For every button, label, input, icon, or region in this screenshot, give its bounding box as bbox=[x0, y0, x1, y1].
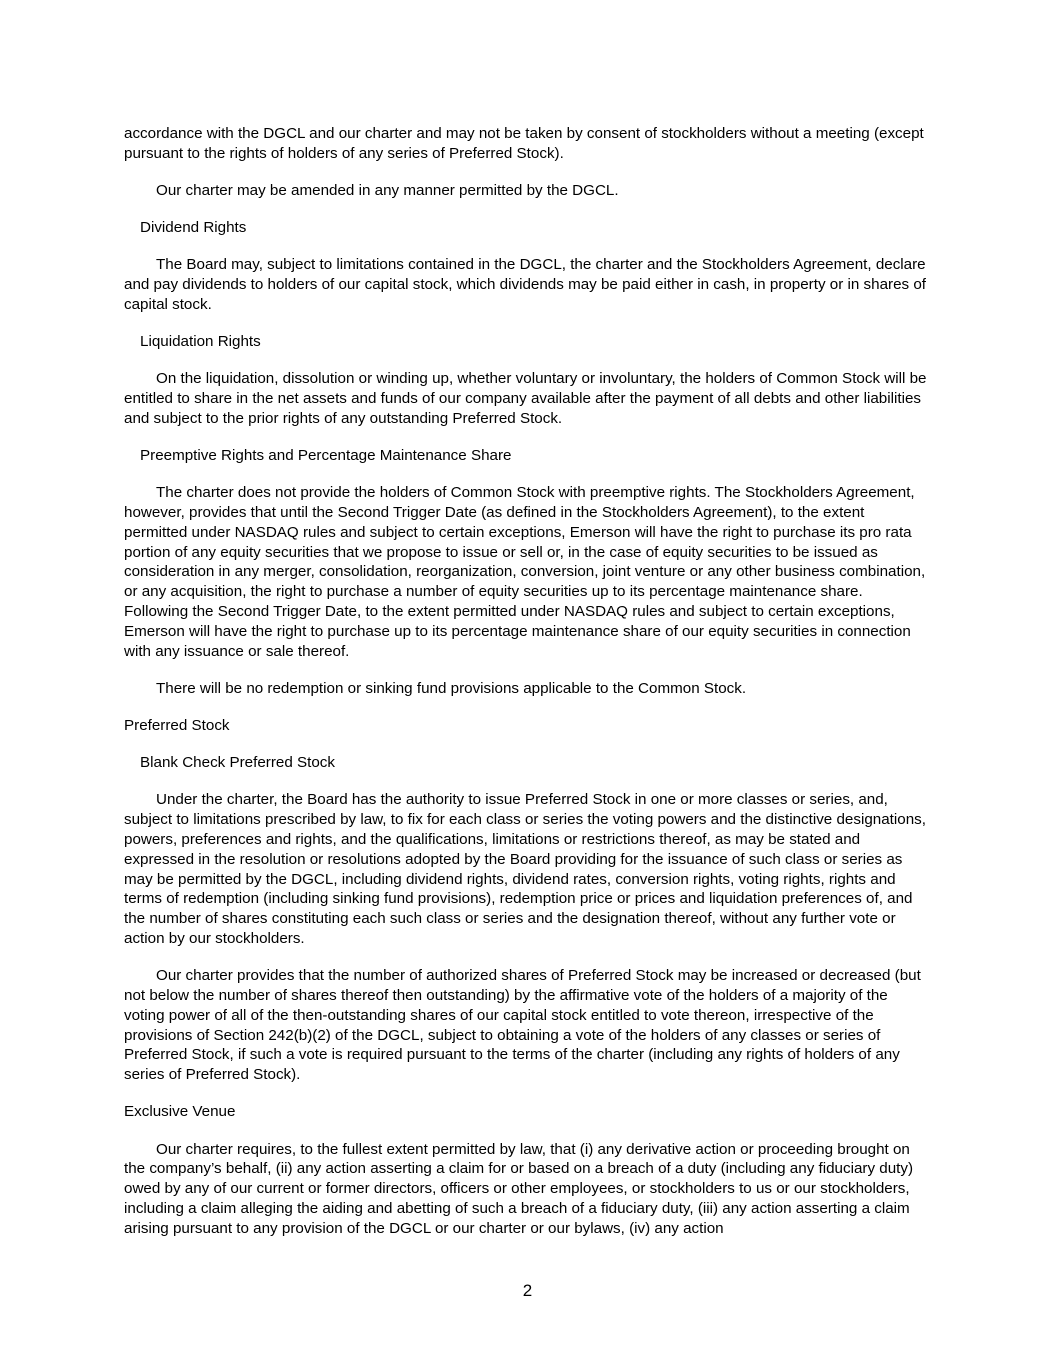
paragraph-liquidation-rights: On the liquidation, dissolution or winding up, whether voluntary or involuntary, the holders of Common Stock will be entitled to share in the net assets and funds of our company available after the payment of all debts and other liabilities and subject to the prior rights of any outstanding Preferred Stock. bbox=[124, 370, 927, 427]
paragraph-dividend-rights: The Board may, subject to limitations contained in the DGCL, the charter and the Stockholders Agreement, declare and pay dividends to holders of our capital stock, which dividends may be paid either in cash, in property or in shares of capital stock. bbox=[124, 256, 927, 313]
heading-dividend-rights: Dividend Rights bbox=[140, 219, 247, 237]
paragraph-charter-amendment: Our charter may be amended in any manner permitted by the DGCL. bbox=[156, 181, 619, 199]
heading-exclusive-venue: Exclusive Venue bbox=[124, 1103, 236, 1121]
heading-blank-check-preferred-stock: Blank Check Preferred Stock bbox=[140, 754, 335, 772]
paragraph-redemption: There will be no redemption or sinking fund provisions applicable to the Common Stock. bbox=[156, 679, 747, 697]
paragraph-preemptive-rights: The charter does not provide the holders of Common Stock with preemptive rights. The Stockholders Agreement, however, provides that until the Second Trigger Date (as defined in the Stockholders Agreement), to the extent permitted under NASDAQ rules and subject to certain exceptions, Emerson will have the right to purchase its pro rata portion of any equity securities that we propose to issue or sell or, in the case of equity securities to be issued as consideration in any merger, consolidation, reorganization, conversion, joint venture or any other business combination, or any acquisition, the right to purchase a number of equity securities up to its percentage maintenance share. Following the Second Trigger Date, to the extent permitted under NASDAQ rules and subject to certain exceptions, Emerson will have the right to purchase up to its percentage maintenance share of our equity securities in connection with any issuance or sale thereof. bbox=[124, 484, 926, 660]
document-page bbox=[124, 124, 930, 1256]
heading-liquidation-rights: Liquidation Rights bbox=[140, 333, 261, 351]
paragraph-stockholder-consent: accordance with the DGCL and our charter and may not be taken by consent of stockholders without a meeting (except pursuant to the rights of holders of any series of Preferred Stock). bbox=[124, 125, 924, 162]
paragraph-authorized-shares: Our charter provides that the number of authorized shares of Preferred Stock may be increased or decreased (but not below the number of shares thereof then outstanding) by the affirmative vote of the holders of a majority of the voting power of all of the then-outstanding shares of our capital stock entitled to vote thereon, irrespective of the provisions of Section 242(b)(2) of the DGCL, subject to obtaining a vote of the holders of any classes or series of Preferred Stock, if such a vote is required pursuant to the terms of the charter (including any rights of holders of any series of Preferred Stock). bbox=[124, 967, 921, 1084]
heading-preferred-stock: Preferred Stock bbox=[124, 717, 230, 735]
page-number: 2 bbox=[522, 1281, 533, 1300]
paragraph-exclusive-venue: Our charter requires, to the fullest extent permitted by law, that (i) any derivative action or proceeding brought on the company’s behalf, (ii) any action asserting a claim for or based on a breach of a duty (including any fiduciary duty) owed by any of our current or former directors, officers or other employees, or stockholders to us or our stockholders, including a claim alleging the aiding and abetting of such a breach of a fiduciary duty, (iii) any action asserting a claim arising pursuant to any provision of the DGCL or our charter or our bylaws, (iv) any action bbox=[124, 1140, 914, 1237]
paragraph-blank-check-authority: Under the charter, the Board has the authority to issue Preferred Stock in one or more classes or series, and, subject to limitations prescribed by law, to fix for each class or series the voting powers and the distinctive designations, powers, preferences and rights, and the qualifications, limitations or restrictions thereof, as may be stated and expressed in the resolution or resolutions adopted by the Board providing for the issuance of such class or series as may be permitted by the DGCL, including dividend rights, dividend rates, conversion rights, voting rights, rights and terms of redemption (including sinking fund provisions), redemption price or prices and liquidation preferences of, and the number of shares constituting each such class or series and the designation thereof, without any further vote or action by our stockholders. bbox=[124, 791, 926, 947]
heading-preemptive-rights: Preemptive Rights and Percentage Maintenance Share bbox=[140, 447, 512, 465]
